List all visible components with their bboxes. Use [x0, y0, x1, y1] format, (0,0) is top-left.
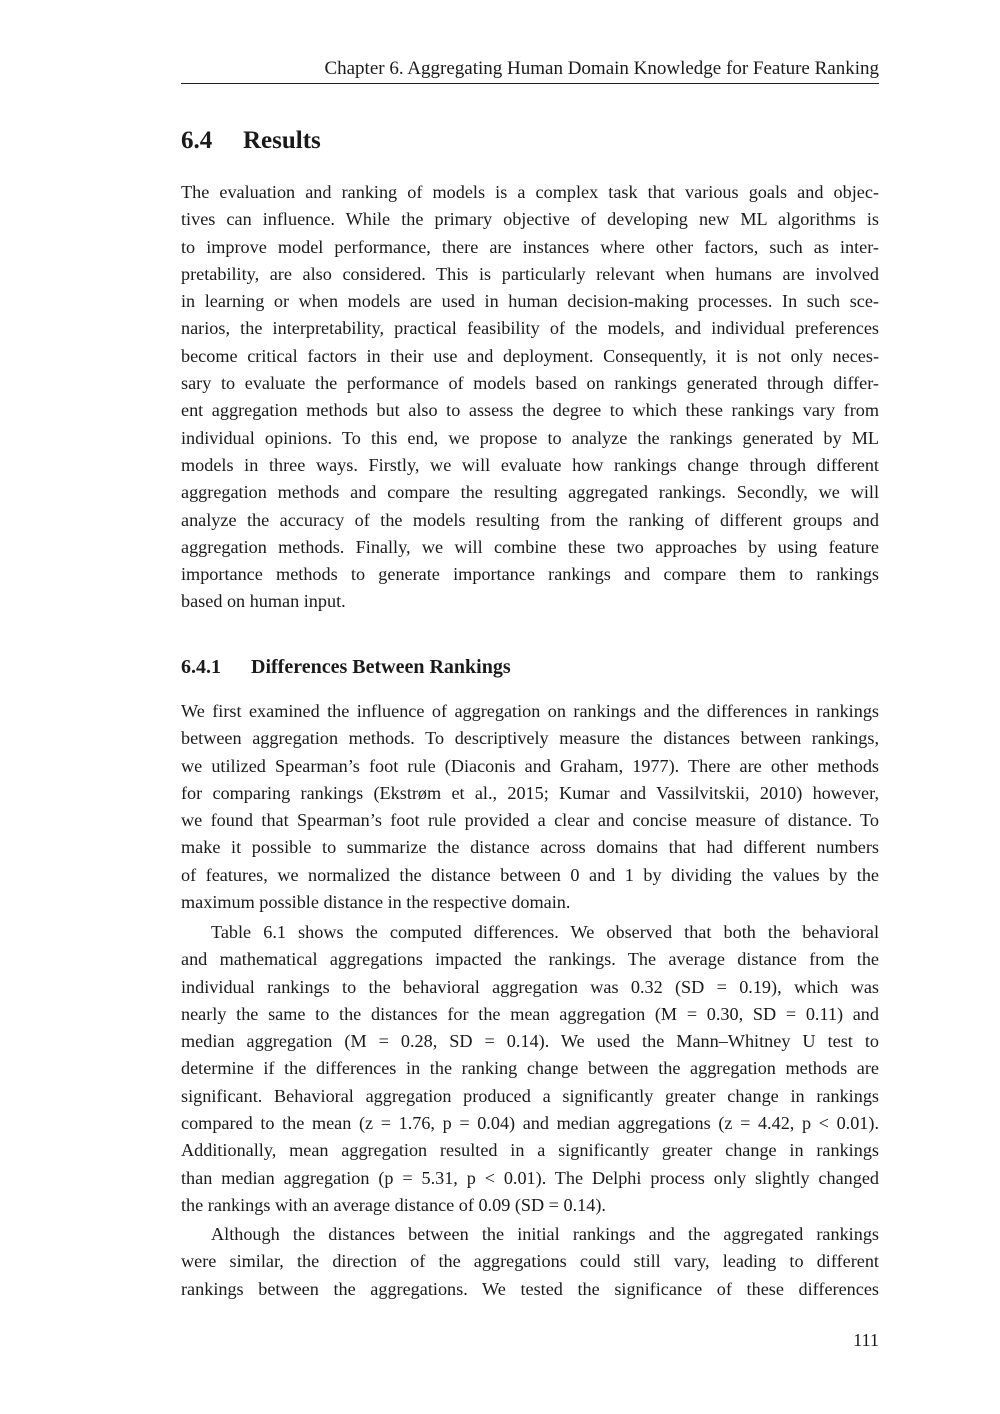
text-line: compared to the mean (z = 1.76, p = 0.04) and median aggregations (z = 4.42, p < 0.01). — [181, 1113, 879, 1134]
text-line: individual rankings to the behavioral aggregation was 0.32 (SD = 0.19), which was — [181, 976, 879, 997]
text-line: than median aggregation (p = 5.31, p < 0.01). The Delphi process only slightly changed — [181, 1167, 879, 1188]
text-line: Additionally, mean aggregation resulted in a significantly greater change in rankings — [181, 1140, 879, 1161]
text-line: analyze the accuracy of the models resulting from the ranking of different groups and — [181, 509, 879, 530]
text-line: and mathematical aggregations impacted the rankings. The average distance from the — [181, 949, 879, 970]
text-line: importance methods to generate importance rankings and compare them to rankings — [181, 564, 879, 585]
text-line: median aggregation (M = 0.28, SD = 0.14). We used the Mann–Whitney U test to — [181, 1031, 879, 1052]
text-line: maximum possible distance in the respective domain. — [181, 892, 571, 913]
subsection-title: Differences Between Rankings — [251, 656, 511, 678]
paragraph-results-intro — [181, 179, 879, 616]
subsection-number: 6.4.1 — [181, 656, 221, 678]
text-line: become critical factors in their use and deployment. Consequently, it is not only neces- — [181, 345, 879, 366]
text-line: in learning or when models are used in human decision-making processes. In such sce- — [181, 291, 879, 312]
text-line: individual opinions. To this end, we propose to analyze the rankings generated by ML — [181, 427, 879, 448]
text-line: determine if the differences in the ranking change between the aggregation methods are — [181, 1058, 879, 1079]
page-number: 111 — [853, 1330, 879, 1350]
text-line: for comparing rankings (Ekstrøm et al., 2015; Kumar and Vassilvitskii, 2010) however, — [181, 782, 879, 803]
text-line: we utilized Spearman’s foot rule (Diaconis and Graham, 1977). There are other methods — [181, 755, 879, 776]
text-line: make it possible to summarize the distance across domains that had different numbers — [181, 837, 879, 858]
text-line: rankings between the aggregations. We tested the significance of these differences — [181, 1278, 879, 1299]
text-line: to improve model performance, there are instances where other factors, such as inter- — [181, 236, 879, 257]
text-line: We first examined the influence of aggregation on rankings and the differences in rankings — [181, 701, 879, 721]
text-line: were similar, the direction of the aggregations could still vary, leading to different — [181, 1251, 879, 1272]
text-line: between aggregation methods. To descriptively measure the distances between rankings, — [181, 728, 879, 749]
text-line: nearly the same to the distances for the mean aggregation (M = 0.30, SD = 0.11) and — [181, 1003, 879, 1024]
section-number: 6.4 — [181, 127, 213, 154]
subsection-heading — [181, 653, 511, 681]
text-line: models in three ways. Firstly, we will evaluate how rankings change through different — [181, 454, 879, 475]
running-header: Chapter 6. Aggregating Human Domain Knowledge for Feature Ranking — [181, 56, 879, 84]
text-line: of features, we normalized the distance between 0 and 1 by dividing the values by the — [181, 864, 879, 885]
text-line: ent aggregation methods but also to assess the degree to which these rankings vary from — [181, 400, 879, 421]
text-line: tives can influence. While the primary objective of developing new ML algorithms is — [181, 209, 879, 230]
paragraph-table-results — [181, 919, 879, 1219]
text-line: significant. Behavioral aggregation produced a significantly greater change in rankings — [181, 1085, 879, 1106]
text-line: aggregation methods. Finally, we will combine these two approaches by using feature — [181, 536, 879, 557]
text-line: sary to evaluate the performance of models based on rankings generated through differ- — [181, 373, 879, 394]
text-line: Although the distances between the initial rankings and the aggregated rankings — [211, 1224, 879, 1244]
text-line: Table 6.1 shows the computed differences. We observed that both the behavioral — [211, 922, 879, 942]
section-title: Results — [243, 127, 321, 154]
text-line: based on human input. — [181, 591, 346, 612]
section-heading — [181, 124, 321, 158]
text-line: aggregation methods and compare the resulting aggregated rankings. Secondly, we will — [181, 482, 879, 503]
text-line: The evaluation and ranking of models is a complex task that various goals and objec- — [181, 182, 879, 202]
text-line: pretability, are also considered. This is particularly relevant when humans are involved — [181, 263, 879, 284]
paragraph-differences-intro — [181, 698, 879, 916]
document-page — [181, 0, 879, 1414]
text-line: we found that Spearman’s foot rule provided a clear and concise measure of distance. To — [181, 810, 879, 831]
paragraph-aggregation-direction — [181, 1221, 879, 1303]
text-line: narios, the interpretability, practical feasibility of the models, and individual preferences — [181, 318, 879, 339]
text-line: the rankings with an average distance of 0.09 (SD = 0.14). — [181, 1194, 606, 1215]
